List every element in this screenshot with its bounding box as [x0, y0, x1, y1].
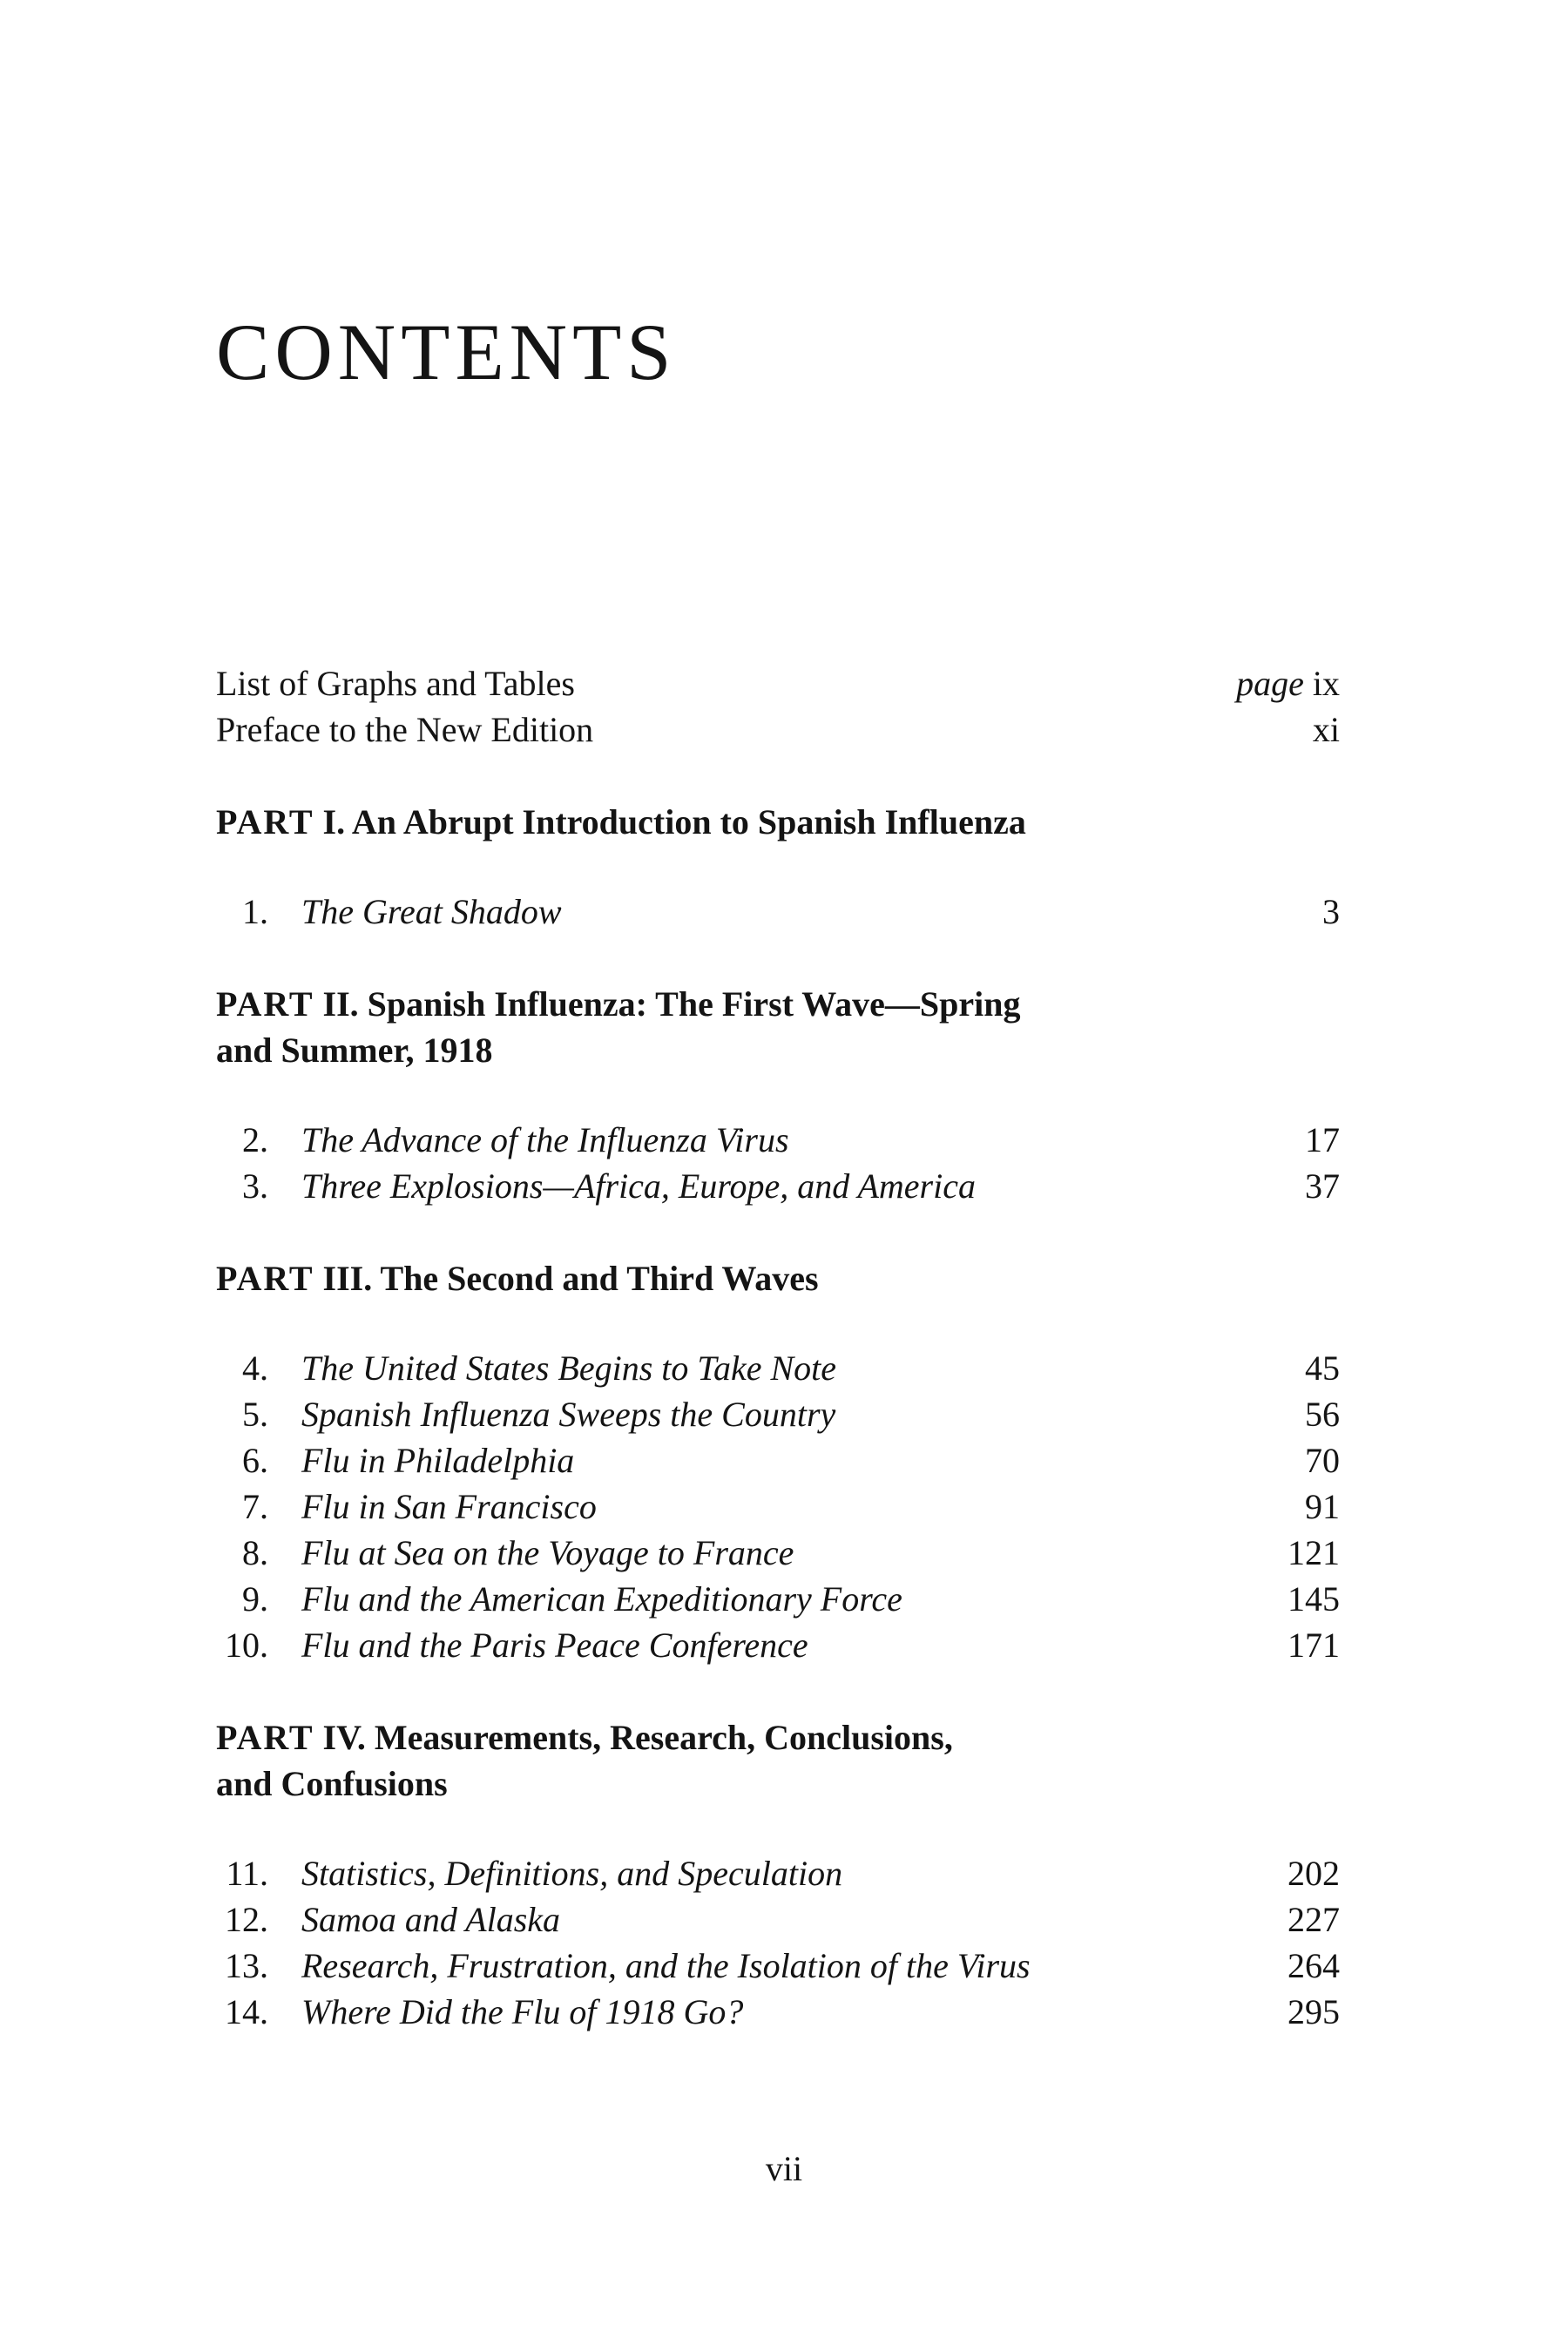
part-title-line-2: and Confusions [216, 1764, 448, 1803]
part-heading-3[interactable] [216, 1255, 1340, 1301]
chapter-entry-6[interactable] [216, 1437, 1340, 1484]
chapter-number: 1. [242, 892, 268, 931]
chapter-page: 45 [1305, 1348, 1340, 1388]
part-label: PART [216, 984, 314, 1024]
chapter-entry-12[interactable] [216, 1896, 1340, 1943]
part-heading-2[interactable] [216, 981, 1340, 1073]
chapter-entry-2[interactable] [216, 1117, 1340, 1163]
chapter-number: 10. [225, 1625, 268, 1665]
chapter-title: Statistics, Definitions, and Speculation [301, 1854, 843, 1893]
part-numeral: II. [322, 984, 359, 1024]
chapter-number: 13. [225, 1946, 268, 1985]
chapter-entry-11[interactable] [216, 1850, 1340, 1896]
chapter-page: 70 [1305, 1441, 1340, 1480]
part-heading-4[interactable] [216, 1714, 1340, 1807]
part-label: PART [216, 802, 314, 841]
part-heading-1[interactable] [216, 799, 1340, 845]
chapter-number: 2. [242, 1120, 268, 1159]
part-numeral: I. [322, 802, 346, 841]
chapter-entry-1[interactable] [216, 889, 1340, 935]
chapter-page: 121 [1288, 1533, 1340, 1572]
chapter-title: The Great Shadow [301, 892, 562, 931]
chapter-entry-9[interactable] [216, 1576, 1340, 1622]
chapter-page: 295 [1288, 1992, 1340, 2031]
chapter-entry-14[interactable] [216, 1989, 1340, 2035]
chapter-number: 3. [242, 1166, 268, 1206]
toc-entry-preface[interactable] [216, 706, 1340, 753]
chapter-number: 14. [225, 1992, 268, 2031]
chapter-title: Spanish Influenza Sweeps the Country [301, 1395, 836, 1434]
chapter-page: 227 [1288, 1900, 1340, 1939]
part-title: An Abrupt Introduction to Spanish Influenza [351, 802, 1026, 841]
chapter-entry-10[interactable] [216, 1622, 1340, 1668]
chapter-title: Research, Frustration, and the Isolation of the Virus [301, 1946, 1031, 1985]
chapter-entry-4[interactable] [216, 1345, 1340, 1391]
part-label: PART [216, 1718, 314, 1757]
chapter-page: 37 [1305, 1166, 1340, 1206]
chapter-page: 202 [1288, 1854, 1340, 1893]
chapter-page: 56 [1305, 1395, 1340, 1434]
toc-entry-page: xi [1312, 710, 1340, 749]
chapter-number: 5. [242, 1395, 268, 1434]
chapter-page: 17 [1305, 1120, 1340, 1159]
part-title-line-2: and Summer, 1918 [216, 1031, 493, 1070]
toc-entry-label: List of Graphs and Tables [216, 664, 575, 703]
chapter-title: Flu and the American Expeditionary Force [301, 1579, 902, 1619]
chapter-number: 6. [242, 1441, 268, 1480]
part-title: The Second and Third Waves [380, 1259, 819, 1298]
page-prefix: page [1236, 664, 1304, 703]
chapter-page: 91 [1305, 1487, 1340, 1526]
chapter-title: Flu in San Francisco [301, 1487, 597, 1526]
page-title: CONTENTS [216, 308, 677, 396]
chapter-entry-7[interactable] [216, 1484, 1340, 1530]
chapter-title: The United States Begins to Take Note [301, 1348, 837, 1388]
chapter-number: 8. [242, 1533, 268, 1572]
chapter-title: Flu and the Paris Peace Conference [301, 1625, 808, 1665]
page-folio: vii [765, 2149, 803, 2188]
chapter-number: 4. [242, 1348, 268, 1388]
chapter-title: Samoa and Alaska [301, 1900, 561, 1939]
chapter-entry-13[interactable] [216, 1943, 1340, 1989]
chapter-title: The Advance of the Influenza Virus [301, 1120, 789, 1159]
chapter-page: 171 [1288, 1625, 1340, 1665]
chapter-entry-8[interactable] [216, 1530, 1340, 1576]
chapter-entry-5[interactable] [216, 1391, 1340, 1437]
chapter-title: Three Explosions—Africa, Europe, and America [301, 1166, 976, 1206]
chapter-entry-3[interactable] [216, 1163, 1340, 1209]
chapter-number: 9. [242, 1579, 268, 1619]
part-title-line-1: Measurements, Research, Conclusions, [374, 1718, 953, 1757]
toc-entry-page [1236, 660, 1340, 706]
part-title-line-1: Spanish Influenza: The First Wave—Spring [367, 984, 1021, 1024]
chapter-page: 145 [1288, 1579, 1340, 1619]
chapter-page: 264 [1288, 1946, 1340, 1985]
chapter-number: 12. [225, 1900, 268, 1939]
chapter-title: Flu in Philadelphia [301, 1441, 575, 1480]
part-numeral: IV. [322, 1718, 366, 1757]
toc-entry-graphs-tables[interactable] [216, 660, 1340, 706]
toc-entry-label: Preface to the New Edition [216, 710, 594, 749]
chapter-number: 11. [226, 1854, 268, 1893]
chapter-title: Flu at Sea on the Voyage to France [301, 1533, 794, 1572]
chapter-number: 7. [242, 1487, 268, 1526]
part-numeral: III. [322, 1259, 373, 1298]
table-of-contents [216, 660, 1340, 2035]
page-number: ix [1312, 664, 1340, 703]
chapter-title: Where Did the Flu of 1918 Go? [301, 1992, 744, 2031]
chapter-page: 3 [1322, 892, 1340, 931]
part-label: PART [216, 1259, 314, 1298]
